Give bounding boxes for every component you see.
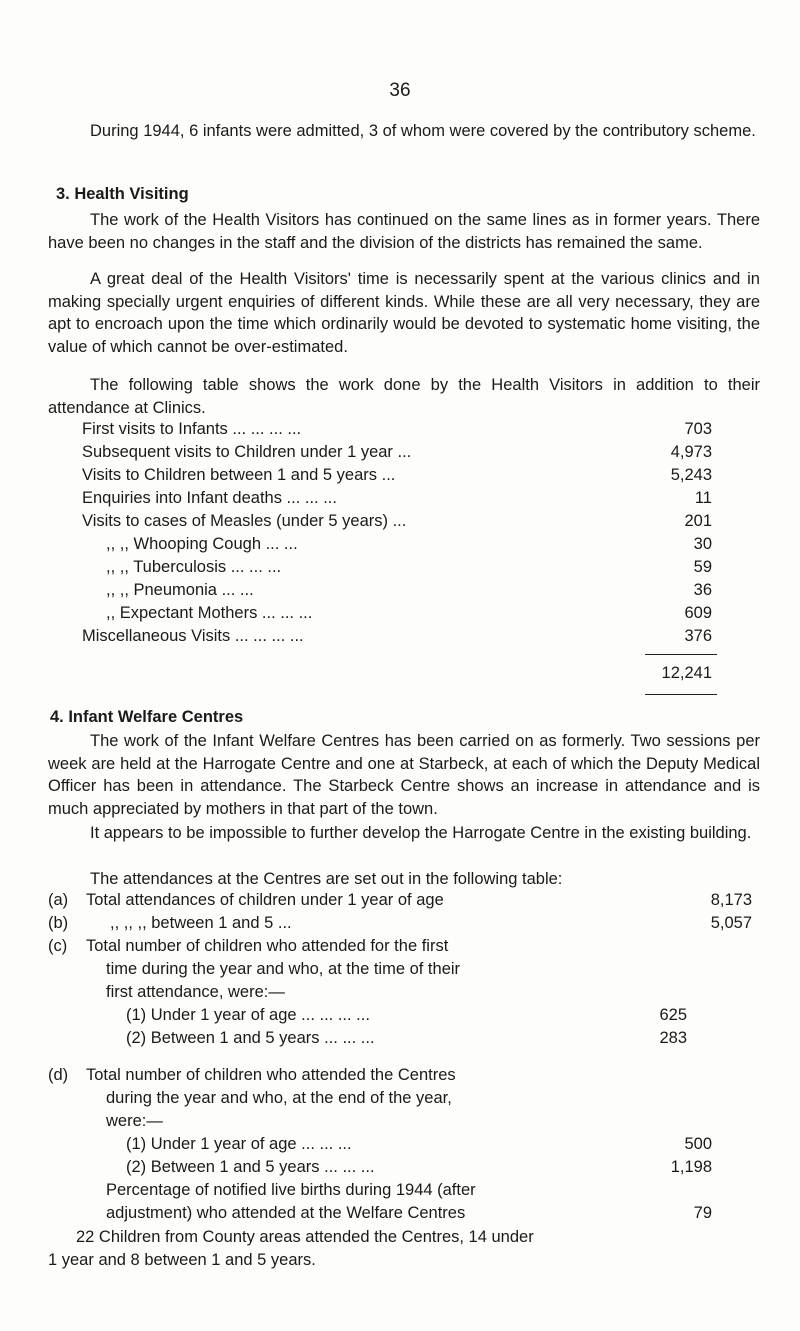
table-row-value: 11: [694, 489, 712, 507]
table-row-label: Visits to Children between 1 and 5 years ...: [82, 466, 396, 484]
table-row-value: 4,973: [670, 443, 712, 461]
item-a-label: (a): [48, 891, 69, 909]
item-a-value: 8,173: [710, 891, 752, 909]
item-c-text-line: first attendance, were:—: [106, 983, 285, 1001]
section-3-paragraph-1: The work of the Health Visitors has continued on the same lines as in former years. There have been no changes in the staff and the division of the districts has remained the same.: [48, 211, 760, 252]
item-d1-text: (1) Under 1 year of age ... ... ...: [126, 1135, 352, 1153]
section-3-heading: 3. Health Visiting: [56, 185, 189, 203]
table-row-value: 201: [684, 512, 712, 530]
table-row-label: Enquiries into Infant deaths ... ... ...: [82, 489, 337, 507]
item-b-text: ,, ,, ,, between 1 and 5 ...: [110, 914, 292, 932]
item-b-value: 5,057: [710, 914, 752, 932]
percentage-value: 79: [693, 1204, 712, 1222]
item-c-text-line: Total number of children who attended for the first: [86, 937, 449, 955]
section-3-paragraph-2: A great deal of the Health Visitors' time is necessarily spent at the various clinics and in making specially urgent enquiries of different kinds. While these are all very necessary, they are apt to encroach upon the time which ordinarily would be devoted to systematic home visiting, the value of which cannot be over-estimated.: [48, 270, 760, 356]
item-c2-value: 283: [659, 1029, 687, 1047]
item-d-label: (d): [48, 1066, 69, 1084]
table-row-label: ,, ,, Pneumonia ... ...: [106, 581, 254, 599]
item-d1-value: 500: [684, 1135, 712, 1153]
table-row-label: ,, Expectant Mothers ... ... ...: [106, 604, 313, 622]
table-row-label: First visits to Infants ... ... ... ...: [82, 420, 302, 438]
table-row-label: Miscellaneous Visits ... ... ... ...: [82, 627, 304, 645]
total-underline: [645, 694, 717, 695]
item-c-label: (c): [48, 937, 68, 955]
table-row-value: 703: [684, 420, 712, 438]
section-3-paragraph-3: The following table shows the work done by the Health Visitors in addition to their attendance at Clinics.: [48, 376, 760, 417]
table-row-value: 609: [684, 604, 712, 622]
table-row-value: 376: [684, 627, 712, 645]
section-4-heading: 4. Infant Welfare Centres: [50, 708, 244, 726]
table-row-value: 36: [693, 581, 712, 599]
item-d-text-line: Total number of children who attended the Centres: [86, 1066, 456, 1084]
final-note-line: 1 year and 8 between 1 and 5 years.: [48, 1251, 316, 1269]
item-b-label: (b): [48, 914, 69, 932]
section-4-paragraph-2: It appears to be impossible to further develop the Harrogate Centre in the existing building.: [90, 824, 752, 842]
item-d2-value: 1,198: [670, 1158, 712, 1176]
item-d-text-line: during the year and who, at the end of the year,: [106, 1089, 452, 1107]
item-c2-text: (2) Between 1 and 5 years ... ... ...: [126, 1029, 375, 1047]
item-c-text-line: time during the year and who, at the time of their: [106, 960, 461, 978]
table-row-value: 5,243: [670, 466, 712, 484]
item-c1-text: (1) Under 1 year of age ... ... ... ...: [126, 1006, 370, 1024]
item-d-text-line: were:—: [106, 1112, 163, 1130]
item-c1-value: 625: [659, 1006, 687, 1024]
table-row-value: 59: [693, 558, 712, 576]
table-row-label: ,, ,, Tuberculosis ... ... ...: [106, 558, 282, 576]
section-4-paragraph-3: The attendances at the Centres are set out in the following table:: [90, 870, 563, 888]
total-divider: [645, 654, 717, 655]
table-row-label: Visits to cases of Measles (under 5 years) ...: [82, 512, 407, 530]
section-4-paragraph-1: The work of the Infant Welfare Centres has been carried on as formerly. Two sessions per week are held at the Harrogate Centre and one at Starbeck, at each of which the Deputy Medical Officer has been in attendance. The Starbeck Centre shows an increase in attendance and is much appreciated by mothers in that part of the town.: [48, 732, 760, 818]
final-note-line: 22 Children from County areas attended the Centres, 14 under: [76, 1228, 534, 1246]
intro-paragraph: During 1944, 6 infants were admitted, 3 of whom were covered by the contributory scheme.: [90, 122, 756, 140]
table-total: 12,241: [661, 664, 712, 682]
item-d2-text: (2) Between 1 and 5 years ... ... ...: [126, 1158, 375, 1176]
table-row-label: ,, ,, Whooping Cough ... ...: [106, 535, 298, 553]
table-row-value: 30: [693, 535, 712, 553]
item-a-text: Total attendances of children under 1 year of age: [86, 891, 444, 909]
table-row-label: Subsequent visits to Children under 1 year ...: [82, 443, 412, 461]
percentage-text-line: adjustment) who attended at the Welfare Centres: [106, 1204, 466, 1222]
page-number: 36: [389, 80, 411, 101]
percentage-text-line: Percentage of notified live births during 1944 (after: [106, 1181, 476, 1199]
